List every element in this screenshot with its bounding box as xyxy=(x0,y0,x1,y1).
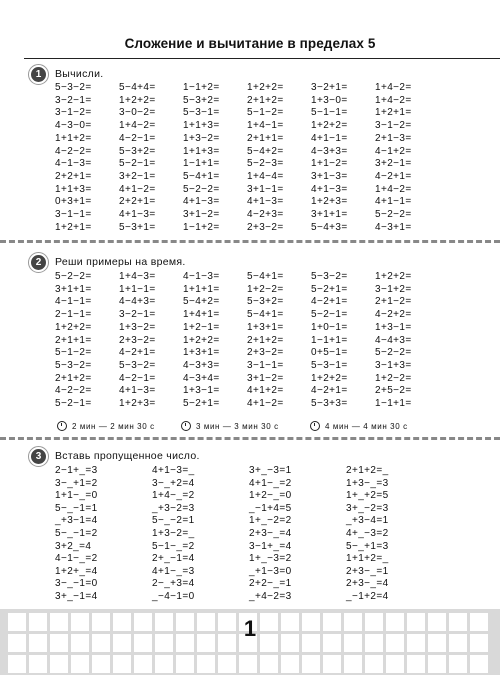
timer-fast xyxy=(57,421,155,431)
example: 5−1−_=2 xyxy=(152,540,195,552)
example: 1+3−2= xyxy=(119,321,156,333)
example: 4−2+1= xyxy=(311,385,348,397)
example-row xyxy=(55,347,439,358)
example: 1+_+2=5 xyxy=(346,490,389,502)
example: 2+3−2= xyxy=(247,347,284,359)
example: 1+4−1= xyxy=(247,120,284,132)
example: 4−2+2= xyxy=(375,309,412,321)
example: 5−4+1= xyxy=(183,170,220,182)
example: 5−2+1= xyxy=(183,398,220,409)
timer-medium xyxy=(181,421,279,431)
example: 1+1+3= xyxy=(183,120,220,132)
example: 1+4−2= xyxy=(375,82,412,93)
example-row xyxy=(55,146,439,157)
example: 5−2−1= xyxy=(311,309,348,321)
example-row xyxy=(55,385,439,396)
example: 4+1−_=3 xyxy=(152,565,195,577)
example: 1−1+1= xyxy=(375,398,412,409)
example: 1+1−1= xyxy=(119,283,156,295)
example: 3−2+1= xyxy=(311,82,348,93)
example: 1+2+3= xyxy=(119,398,156,409)
example: 5−3−2= xyxy=(55,82,92,93)
example-row xyxy=(55,398,439,409)
example: 2+3−_=4 xyxy=(346,578,389,590)
example: 3+2−1= xyxy=(375,158,412,170)
example: 3−1+2= xyxy=(375,283,412,295)
example-row xyxy=(55,209,439,220)
example: 2+1+2=_ xyxy=(346,465,389,476)
example: 1+1−_=0 xyxy=(55,490,98,502)
example-row xyxy=(55,284,439,295)
example: 3−1−1= xyxy=(55,209,92,220)
example: 4−2+1= xyxy=(119,347,156,359)
grid-square xyxy=(344,655,362,673)
example: 5−_−2=1 xyxy=(152,515,195,527)
grid-square xyxy=(239,655,257,673)
example: 2+3−2= xyxy=(247,221,284,233)
example: _+1−3=0 xyxy=(249,565,292,577)
example: 4+1−2= xyxy=(247,398,284,409)
example: 5−4+3= xyxy=(311,221,348,233)
example: 3−0−2= xyxy=(119,107,156,119)
example: 5−3+3= xyxy=(311,398,348,409)
example: 4+1−1= xyxy=(375,196,412,208)
example: 1+1+2=_ xyxy=(346,553,389,565)
example: 1+2+1= xyxy=(375,107,412,119)
example: 2+_−1=4 xyxy=(152,553,195,565)
example-row xyxy=(55,95,439,106)
example: 1+4−4= xyxy=(247,170,284,182)
example: 4+1−3= xyxy=(247,196,284,208)
example: 5−2−1= xyxy=(55,398,92,409)
grid-square xyxy=(407,655,425,673)
example-row xyxy=(55,490,443,501)
example-row xyxy=(55,133,439,144)
example: 5−2−2= xyxy=(375,347,412,359)
example: _+4−2=3 xyxy=(249,591,292,602)
example: 4−1−3= xyxy=(55,158,92,170)
example-row xyxy=(55,309,439,320)
example: 5−_−1=1 xyxy=(55,502,98,514)
example-row xyxy=(55,478,443,489)
example: 2+5−2= xyxy=(375,385,412,397)
example: 1+4−2= xyxy=(375,94,412,106)
example: 4+1−3= xyxy=(183,196,220,208)
example: 4−2−1= xyxy=(119,372,156,384)
example-row xyxy=(55,322,439,333)
example: _+3−4=1 xyxy=(346,515,389,527)
example: 4+1−3=_ xyxy=(152,465,195,476)
example: _−1+2=4 xyxy=(346,591,389,602)
example: 1+2−2= xyxy=(375,372,412,384)
example: 1+2+2= xyxy=(119,94,156,106)
example: 5−3+2= xyxy=(119,145,156,157)
grid-square xyxy=(29,655,47,673)
example: _+3−2=3 xyxy=(152,502,195,514)
example: _+3−1=4 xyxy=(55,515,98,527)
task-number-badge: 3 xyxy=(31,449,46,464)
example: 3−_+1=2 xyxy=(55,477,98,489)
example: 3−2−1= xyxy=(119,309,156,321)
example: 1+4−_=2 xyxy=(152,490,195,502)
example: 1+_−2=2 xyxy=(249,515,292,527)
example: 5−1−2= xyxy=(55,347,92,359)
example: 3+_−3=1 xyxy=(249,465,292,476)
example: _−4−1=0 xyxy=(152,591,195,602)
example: 2+1+2= xyxy=(247,94,284,106)
example: 3−1+3= xyxy=(375,359,412,371)
example-row xyxy=(55,373,439,384)
title-underline xyxy=(24,58,500,59)
example: 5−2−2= xyxy=(375,209,412,220)
example: 1+2−_=0 xyxy=(249,490,292,502)
example-row xyxy=(55,107,439,118)
example: 4−2−1= xyxy=(119,132,156,144)
grid-square xyxy=(176,655,194,673)
example-row xyxy=(55,578,443,589)
example: 2−1+_=3 xyxy=(55,465,98,476)
example: 1−1+1= xyxy=(311,334,348,346)
example: 5−3−1= xyxy=(183,107,220,119)
page-title: Сложение и вычитание в пределах 5 xyxy=(124,36,376,51)
example: 2+1+1= xyxy=(55,334,92,346)
example: 3+1−2= xyxy=(183,209,220,220)
example: 4−3−0= xyxy=(55,120,92,132)
example: 4−1−3= xyxy=(183,271,220,282)
example: 3−1−2= xyxy=(55,107,92,119)
example: 3−_+2=4 xyxy=(152,477,195,489)
example: 3+1−1= xyxy=(247,183,284,195)
example: 2+3−_=1 xyxy=(346,565,389,577)
example: 4−1+2= xyxy=(375,145,412,157)
example: 1+4−3= xyxy=(119,271,156,282)
example: 3+1−2= xyxy=(247,372,284,384)
example: 2+1−2= xyxy=(375,296,412,308)
example-row xyxy=(55,566,443,577)
example-row xyxy=(55,528,443,539)
example: 3+_−2=3 xyxy=(346,502,389,514)
example-row xyxy=(55,541,443,552)
example: 3−2−1= xyxy=(55,94,92,106)
example: 2+1−3= xyxy=(375,132,412,144)
example: 1+2+2= xyxy=(55,321,92,333)
example: 3+2−1= xyxy=(119,170,156,182)
example: 1+3−2=_ xyxy=(152,528,195,539)
example: 5−2+1= xyxy=(311,283,348,295)
example: 2+2−_=1 xyxy=(249,578,292,590)
grid-square xyxy=(134,655,152,673)
example: 3−1+_=4 xyxy=(249,540,292,552)
example: 1+3−1= xyxy=(375,321,412,333)
example: 1+2−2= xyxy=(247,283,284,295)
example: 3+_−1=4 xyxy=(55,591,98,602)
grid-square xyxy=(50,655,68,673)
example: 3−1−1= xyxy=(247,359,284,371)
example: 2+1+1= xyxy=(247,132,284,144)
example: 5−4+1= xyxy=(247,271,284,282)
example: 5−2−1= xyxy=(119,158,156,170)
example: 1+2+1= xyxy=(55,221,92,233)
example-row xyxy=(55,360,439,371)
example: 4−1−1= xyxy=(55,296,92,308)
sad-clock-icon xyxy=(310,421,320,431)
example-row xyxy=(55,196,439,207)
example: 4−2−2= xyxy=(55,385,92,397)
example: 2+1+2= xyxy=(247,334,284,346)
example: 3+1+1= xyxy=(55,283,92,295)
example: 0+3+1= xyxy=(55,196,92,208)
example: 4−3+4= xyxy=(183,372,220,384)
example: 1+2+2= xyxy=(183,334,220,346)
example: 1−1+1= xyxy=(183,158,220,170)
example: 4−3+1= xyxy=(375,221,412,233)
grid-square xyxy=(470,655,488,673)
example: 2+1+2= xyxy=(55,372,92,384)
example-row xyxy=(55,271,439,282)
grid-square xyxy=(323,655,341,673)
example: _−1+4=5 xyxy=(249,502,292,514)
example-row xyxy=(55,465,443,476)
grid-square xyxy=(197,655,215,673)
task-number-badge: 2 xyxy=(31,255,46,270)
example: 2+3−_=4 xyxy=(249,528,292,539)
example: 5−3−2= xyxy=(311,271,348,282)
example: 2+2+1= xyxy=(119,196,156,208)
grid-square xyxy=(71,655,89,673)
timer-text: 4 мин — 4 мин 30 с xyxy=(325,421,408,431)
example: 4−3+3= xyxy=(183,359,220,371)
example: 4+1−3= xyxy=(119,209,156,220)
example: 3−_−1=0 xyxy=(55,578,98,590)
example: 4−4+3= xyxy=(375,334,412,346)
example: 4−4+3= xyxy=(119,296,156,308)
section-divider xyxy=(0,240,500,243)
example: 5−2−2= xyxy=(183,183,220,195)
example: 4−3+3= xyxy=(311,145,348,157)
example: 5−2−3= xyxy=(247,158,284,170)
example-row xyxy=(55,184,439,195)
example: 5−3+2= xyxy=(183,94,220,106)
example: 1−1+2= xyxy=(183,221,220,233)
task-instruction: Вычисли. xyxy=(55,68,104,80)
example-row xyxy=(55,296,439,307)
grid-square xyxy=(281,655,299,673)
example-row xyxy=(55,222,439,233)
page-number: 1 xyxy=(243,616,257,641)
example: 4−2+1= xyxy=(311,296,348,308)
example: 1+4−2= xyxy=(375,183,412,195)
grid-square xyxy=(8,655,26,673)
example: 5−2−2= xyxy=(55,271,92,282)
grid-square xyxy=(260,655,278,673)
example: 1+2+2= xyxy=(247,82,284,93)
example: 1+1+3= xyxy=(183,145,220,157)
example: 5−_+1=3 xyxy=(346,540,389,552)
example-row xyxy=(55,335,439,346)
example: 0+5−1= xyxy=(311,347,348,359)
example: 1+1+2= xyxy=(55,132,92,144)
example-row xyxy=(55,553,443,564)
grid-square xyxy=(302,655,320,673)
example: 5−4+4= xyxy=(119,82,156,93)
example: 4+1−2= xyxy=(119,183,156,195)
example: 1+1+3= xyxy=(55,183,92,195)
example: 4−2+3= xyxy=(247,209,284,220)
example: 1+2+3= xyxy=(311,196,348,208)
example: 1+2+2= xyxy=(311,120,348,132)
grid-square xyxy=(386,655,404,673)
example: 4+_−3=2 xyxy=(346,528,389,539)
example: 5−4+2= xyxy=(247,145,284,157)
example: 1+0−1= xyxy=(311,321,348,333)
example: 2+2+1= xyxy=(55,170,92,182)
example: 5−3−2= xyxy=(55,359,92,371)
example-row xyxy=(55,515,443,526)
example: 1+2+2= xyxy=(375,271,412,282)
task-number-badge: 1 xyxy=(31,67,46,82)
example: 5−3−2= xyxy=(119,359,156,371)
section-divider xyxy=(0,437,500,440)
example: 1+1−2= xyxy=(311,158,348,170)
example: 5−3+1= xyxy=(119,221,156,233)
example: 1+2+2= xyxy=(311,372,348,384)
example: 5−4+2= xyxy=(183,296,220,308)
example-row xyxy=(55,503,443,514)
grid-square xyxy=(365,655,383,673)
example: 1+3+1= xyxy=(247,321,284,333)
grid-square xyxy=(428,655,446,673)
example: 2−_+3=4 xyxy=(152,578,195,590)
example: 3+1+1= xyxy=(311,209,348,220)
example: 1+2+_=4 xyxy=(55,565,98,577)
example: 1+4+1= xyxy=(183,309,220,321)
example: 3+2_=4 xyxy=(55,540,92,552)
example: 4+1−1= xyxy=(311,132,348,144)
timer-slow xyxy=(310,421,408,431)
example: 1+_−3=2 xyxy=(249,553,292,565)
example: 1+3−_=3 xyxy=(346,477,389,489)
example: 4+1+2= xyxy=(247,385,284,397)
grid-square xyxy=(449,655,467,673)
example-row xyxy=(55,82,439,93)
timer-text: 3 мин — 3 мин 30 с xyxy=(196,421,279,431)
neutral-clock-icon xyxy=(181,421,191,431)
example: 2−1−1= xyxy=(55,309,92,321)
example: 1+3+1= xyxy=(183,347,220,359)
example-row xyxy=(55,591,443,602)
example: 5−1−1= xyxy=(311,107,348,119)
example: 4−1−_=2 xyxy=(55,553,98,565)
example-row xyxy=(55,120,439,131)
example: 1+3−1= xyxy=(183,385,220,397)
example: 5−1−2= xyxy=(247,107,284,119)
example: 1+3−2= xyxy=(183,132,220,144)
task-instruction: Вставь пропущенное число. xyxy=(55,450,200,462)
timer-text: 2 мин — 2 мин 30 с xyxy=(72,421,155,431)
example: 2+3−2= xyxy=(119,334,156,346)
example: 4+1−_=2 xyxy=(249,477,292,489)
example: 5−3−1= xyxy=(311,359,348,371)
grid-square xyxy=(218,655,236,673)
grid-square xyxy=(92,655,110,673)
example: 1+2−1= xyxy=(183,321,220,333)
task-instruction: Реши примеры на время. xyxy=(55,256,186,268)
example: 1−1+2= xyxy=(183,82,220,93)
example-row xyxy=(55,158,439,169)
example: 5−_−1=2 xyxy=(55,528,98,539)
example: 5−4+1= xyxy=(247,309,284,321)
example: 1+4−2= xyxy=(119,120,156,132)
example: 3−1−2= xyxy=(375,120,412,132)
grid-square xyxy=(155,655,173,673)
example: 3+1−3= xyxy=(311,170,348,182)
example: 4+1−3= xyxy=(119,385,156,397)
example: 4−2−2= xyxy=(55,145,92,157)
grid-square xyxy=(113,655,131,673)
example: 4−2+1= xyxy=(375,170,412,182)
example-row xyxy=(55,171,439,182)
smile-clock-icon xyxy=(57,421,67,431)
example: 1+3−0= xyxy=(311,94,348,106)
example: 1+1+1= xyxy=(183,283,220,295)
example: 5−3+2= xyxy=(247,296,284,308)
example: 4+1−3= xyxy=(311,183,348,195)
